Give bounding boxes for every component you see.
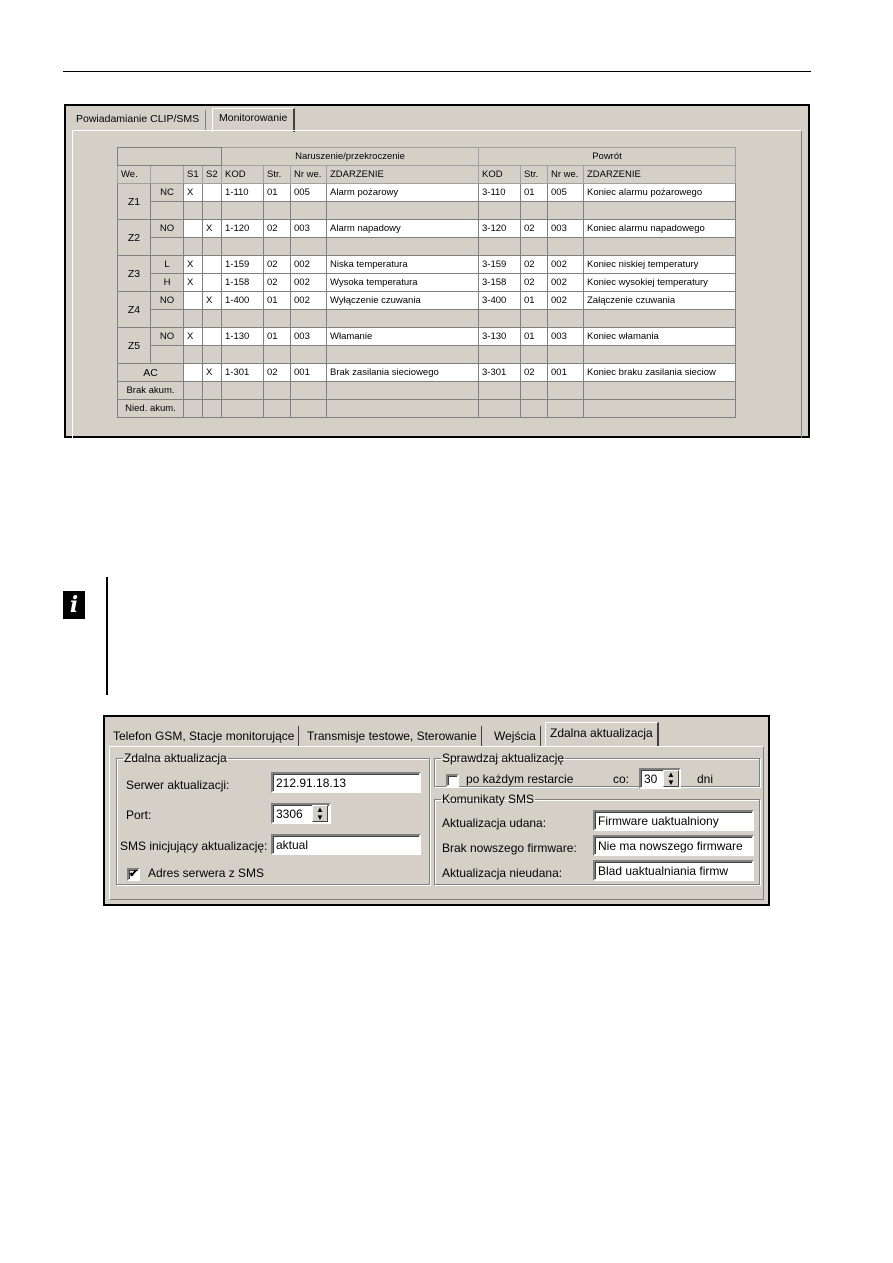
restore-code-cell[interactable]: 3-130	[479, 328, 521, 346]
restore-partition-cell[interactable]: 02	[521, 256, 548, 274]
every-label: co:	[613, 772, 630, 786]
input-no-cell[interactable]: 001	[291, 364, 327, 382]
header-violation: Naruszenie/przekroczenie	[222, 148, 479, 166]
update-success-input[interactable]: Firmware uaktualniony	[593, 810, 754, 831]
input-no-cell[interactable]: 002	[291, 274, 327, 292]
event-cell[interactable]: Alarm pożarowy	[327, 184, 479, 202]
restore-partition-cell[interactable]: 01	[521, 184, 548, 202]
tab-inputs[interactable]: Wejścia	[490, 726, 541, 747]
monitoring-panel	[72, 130, 802, 438]
s1-cell[interactable]: X	[184, 274, 203, 292]
col-restore-input-no: Nr we.	[548, 166, 584, 184]
zone-cell: Brak akum.	[118, 382, 184, 400]
col-restore-event: ZDARZENIE	[584, 166, 736, 184]
every-input[interactable]: 30	[639, 768, 681, 789]
remote-tabbar	[109, 721, 768, 747]
restore-partition-cell[interactable]: 02	[521, 364, 548, 382]
code-cell[interactable]: 1-301	[222, 364, 264, 382]
no-new-firmware-label: Brak nowszego firmware:	[442, 841, 577, 855]
input-no-cell[interactable]: 002	[291, 292, 327, 310]
col-partition: Str.	[264, 166, 291, 184]
monitoring-tabbar	[66, 106, 808, 131]
event-cell[interactable]: Brak zasilania sieciowego	[327, 364, 479, 382]
restore-partition-cell[interactable]: 02	[521, 274, 548, 292]
type-cell: NC	[151, 184, 184, 202]
table-row[interactable]	[118, 184, 736, 202]
port-label: Port:	[126, 808, 152, 822]
restore-input-no-cell[interactable]: 003	[548, 328, 584, 346]
restore-code-cell[interactable]: 3-120	[479, 220, 521, 238]
s1-cell[interactable]: X	[184, 256, 203, 274]
server-from-sms-label: Adres serwera z SMS	[148, 866, 265, 880]
every-spinner[interactable]: ▲ ▼	[663, 770, 679, 787]
info-icon: i	[63, 591, 85, 619]
partition-cell[interactable]: 02	[264, 274, 291, 292]
table-row[interactable]	[118, 256, 736, 274]
col-code: KOD	[222, 166, 264, 184]
input-no-cell[interactable]: 002	[291, 256, 327, 274]
partition-cell[interactable]: 01	[264, 184, 291, 202]
table-row-empty[interactable]	[118, 310, 736, 328]
header-restore: Powrót	[479, 148, 736, 166]
monitoring-grid	[117, 147, 736, 418]
restore-input-no-cell[interactable]: 002	[548, 256, 584, 274]
zone-cell: Z2	[118, 220, 151, 256]
input-no-cell[interactable]: 003	[291, 328, 327, 346]
restore-input-no-cell[interactable]: 003	[548, 220, 584, 238]
restore-code-cell[interactable]: 3-400	[479, 292, 521, 310]
partition-cell[interactable]: 02	[264, 364, 291, 382]
input-no-cell[interactable]: 003	[291, 220, 327, 238]
table-row[interactable]	[118, 400, 736, 418]
port-spinner[interactable]: ▲ ▼	[312, 805, 328, 822]
s2-cell[interactable]	[203, 274, 222, 292]
s2-cell[interactable]: X	[203, 220, 222, 238]
s1-cell[interactable]	[184, 292, 203, 310]
type-cell: NO	[151, 292, 184, 310]
col-event: ZDARZENIE	[327, 166, 479, 184]
col-type	[151, 166, 184, 184]
restore-event-cell[interactable]: Koniec wysokiej temperatury	[584, 274, 736, 292]
s2-cell[interactable]	[203, 328, 222, 346]
zone-cell: Z5	[118, 328, 151, 364]
code-cell[interactable]: 1-120	[222, 220, 264, 238]
group-check-update-legend: Sprawdzaj aktualizację	[442, 751, 565, 765]
restore-code-cell[interactable]: 3-110	[479, 184, 521, 202]
server-input[interactable]: 212.91.18.13	[271, 772, 421, 793]
table-row-empty[interactable]	[118, 202, 736, 220]
restore-partition-cell[interactable]: 01	[521, 292, 548, 310]
remote-update-window	[103, 715, 770, 906]
sms-init-input[interactable]: aktual	[271, 834, 421, 855]
s2-cell[interactable]	[203, 184, 222, 202]
zone-cell: Z1	[118, 184, 151, 220]
note-bar	[106, 577, 108, 695]
table-row[interactable]	[118, 364, 736, 382]
event-cell[interactable]: Włamanie	[327, 328, 479, 346]
s1-cell[interactable]	[184, 364, 203, 382]
code-cell[interactable]: 1-110	[222, 184, 264, 202]
days-label: dni	[697, 772, 714, 786]
restore-event-cell[interactable]: Koniec alarmu napadowego	[584, 220, 736, 238]
restore-partition-cell[interactable]: 01	[521, 328, 548, 346]
restart-label: po każdym restarcie	[466, 772, 574, 786]
s1-cell[interactable]: X	[184, 184, 203, 202]
col-input-no: Nr we.	[291, 166, 327, 184]
restore-event-cell[interactable]: Koniec niskiej temperatury	[584, 256, 736, 274]
restore-input-no-cell[interactable]: 002	[548, 274, 584, 292]
tab-gsm-stations[interactable]: Telefon GSM, Stacje monitorujące	[109, 726, 299, 747]
col-restore-code: KOD	[479, 166, 521, 184]
col-s2: S2	[203, 166, 222, 184]
restore-partition-cell[interactable]: 02	[521, 220, 548, 238]
partition-cell[interactable]: 02	[264, 256, 291, 274]
s2-cell[interactable]: X	[203, 364, 222, 382]
table-row[interactable]	[118, 292, 736, 310]
header-empty	[118, 148, 222, 166]
col-restore-partition: Str.	[521, 166, 548, 184]
group-remote-update-legend: Zdalna aktualizacja	[124, 751, 227, 765]
event-cell[interactable]: Alarm napadowy	[327, 220, 479, 238]
monitoring-window	[64, 104, 810, 438]
port-input[interactable]: 3306	[271, 803, 331, 824]
restart-checkbox[interactable]	[446, 774, 459, 787]
s2-cell[interactable]	[203, 256, 222, 274]
tab-test-transmissions[interactable]: Transmisje testowe, Sterowanie	[303, 726, 482, 747]
table-row[interactable]	[118, 274, 736, 292]
s1-cell[interactable]	[184, 220, 203, 238]
partition-cell[interactable]: 01	[264, 292, 291, 310]
event-cell[interactable]: Niska temperatura	[327, 256, 479, 274]
restore-event-cell[interactable]: Koniec braku zasilania sieciow	[584, 364, 736, 382]
tab-monitoring[interactable]: Monitorowanie	[212, 108, 295, 132]
update-failed-input[interactable]: Blad uaktualniania firmw	[593, 860, 754, 881]
restore-code-cell[interactable]: 3-159	[479, 256, 521, 274]
input-no-cell[interactable]: 005	[291, 184, 327, 202]
table-row-empty[interactable]	[118, 346, 736, 364]
table-row[interactable]	[118, 328, 736, 346]
sms-init-label: SMS inicjujący aktualizację:	[120, 839, 268, 853]
restore-event-cell[interactable]: Koniec alarmu pożarowego	[584, 184, 736, 202]
group-sms-messages-legend: Komunikaty SMS	[442, 792, 535, 806]
restore-input-no-cell[interactable]: 002	[548, 292, 584, 310]
s1-cell[interactable]: X	[184, 328, 203, 346]
code-cell[interactable]: 1-400	[222, 292, 264, 310]
tab-remote-update[interactable]: Zdalna aktualizacja	[545, 722, 659, 747]
restore-input-no-cell[interactable]: 001	[548, 364, 584, 382]
partition-cell[interactable]: 02	[264, 220, 291, 238]
tab-clip-sms[interactable]: Powiadamianie CLIP/SMS	[70, 110, 206, 131]
event-cell[interactable]: Wysoka temperatura	[327, 274, 479, 292]
update-failed-label: Aktualizacja nieudana:	[442, 866, 563, 880]
restore-code-cell[interactable]: 3-301	[479, 364, 521, 382]
restore-event-cell[interactable]: Załączenie czuwania	[584, 292, 736, 310]
zone-cell: Nied. akum.	[118, 400, 184, 418]
remote-panel	[109, 746, 764, 900]
s2-cell[interactable]: X	[203, 292, 222, 310]
code-cell[interactable]: 1-158	[222, 274, 264, 292]
restore-code-cell[interactable]: 3-158	[479, 274, 521, 292]
restore-input-no-cell[interactable]: 005	[548, 184, 584, 202]
partition-cell[interactable]: 01	[264, 328, 291, 346]
type-cell: NO	[151, 220, 184, 238]
code-cell[interactable]: 1-159	[222, 256, 264, 274]
event-cell[interactable]: Wyłączenie czuwania	[327, 292, 479, 310]
page-header-rule	[63, 71, 811, 72]
no-new-firmware-input[interactable]: Nie ma nowszego firmware	[593, 835, 754, 856]
zone-cell: Z4	[118, 292, 151, 328]
table-row-empty[interactable]	[118, 238, 736, 256]
server-from-sms-checkbox[interactable]: ✔	[129, 868, 139, 880]
type-cell: L	[151, 256, 184, 274]
table-row[interactable]	[118, 382, 736, 400]
code-cell[interactable]: 1-130	[222, 328, 264, 346]
type-cell	[151, 202, 184, 220]
restore-event-cell[interactable]: Koniec włamania	[584, 328, 736, 346]
col-input: We.	[118, 166, 151, 184]
zone-cell: AC	[118, 364, 184, 382]
type-cell: H	[151, 274, 184, 292]
col-s1: S1	[184, 166, 203, 184]
update-success-label: Aktualizacja udana:	[442, 816, 547, 830]
zone-cell: Z3	[118, 256, 151, 292]
table-row[interactable]	[118, 220, 736, 238]
server-label: Serwer aktualizacji:	[126, 778, 230, 792]
type-cell: NO	[151, 328, 184, 346]
